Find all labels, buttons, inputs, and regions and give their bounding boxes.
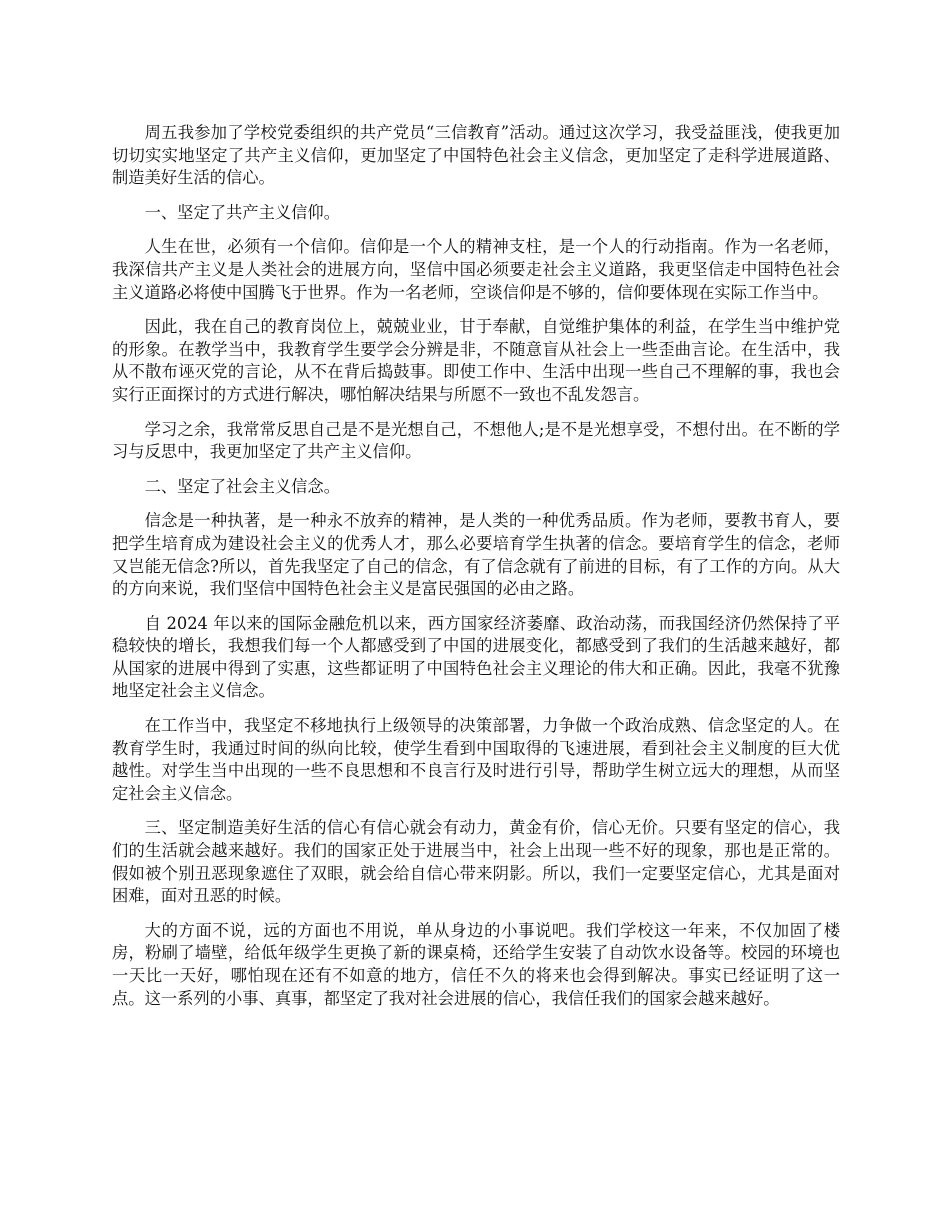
paragraph-work-post: 因此，我在自己的教育岗位上，兢兢业业，甘于奉献，自觉维护集体的利益，在学生当中维护党的形象。在教学当中，我教育学生要学会分辨是非，不随意盲从社会上一些歪曲言论。在生活中，我从不散布诬灭党的言论，从不在背后捣鼓事。即使工作中、生活中出现一些自己不理解的事，我也会实行正面探讨的方式进行解决，哪怕解决结果与所愿不一致也不乱发怨言。 [112,317,840,404]
paragraph-belief: 人生在世，必须有一个信仰。信仰是一个人的精神支柱，是一个人的行动指南。作为一名老师，我深信共产主义是人类社会的进展方向，坚信中国必须要走社会主义道路，我更坚信走中国特色社会主义道路必将使中国腾飞于世界。作为一名老师，空谈信仰是不够的，信仰要体现在实际工作当中。 [112,237,840,302]
section-heading-2: 二、坚定了社会主义信念。 [144,476,340,496]
section-heading-3-paragraph: 三、坚定制造美好生活的信心有信心就会有动力，黄金有价，信心无价。只要有坚定的信心，我们的生活就会越来越好。我们的国家正处于进展当中，社会上出现一些不好的现象，那也是正常的。假如被个别丑恶现象遮住了双眼，就会给自信心带来阴影。所以，我们一定要坚定信心，尤其是面对困难，面对丑恶的时候。 [112,818,840,906]
paragraph-teaching: 在工作当中，我坚定不移地执行上级领导的决策部署，力争做一个政治成熟、信念坚定的人。在教育学生时，我通过时间的纵向比较，使学生看到中国取得的飞速进展，看到社会主义制度的巨大优越性。对学生当中出现的一些不良思想和不良言行及时进行引导，帮助学生树立远大的理想，从而坚定社会主义信念。 [112,716,840,803]
paragraph-conviction: 信念是一种执著，是一种永不放弃的精神，是人类的一种优秀品质。作为老师，要教书育人，要把学生培育成为建设社会主义的优秀人才，那么必要培育学生执著的信念。要培育学生的信念，老师又岂能无信念?所以，首先我坚定了自己的信念，有了信念就有了前进的目标，有了工作的方向。从大的方向来说，我们坚信中国特色社会主义是富民强国的必由之路。 [112,511,840,599]
section-heading-1: 一、坚定了共产主义信仰。 [144,202,340,222]
paragraph-economy: 自 2024 年以来的国际金融危机以来，西方国家经济萎靡、政治动荡，而我国经济仍然保持了平稳较快的增长，我想我们每一个人都感受到了中国的进展变化，都感受到了我们的生活越来越好，都从国家的进展中得到了实惠，这些都证明了中国特色社会主义理论的伟大和正确。因此，我毫不犹豫地坚定社会主义信念。 [112,613,840,701]
document-body [112,122,840,1022]
paragraph-intro: 周五我参加了学校党委组织的共产党员“三信教育”活动。通过这次学习，我受益匪浅，使我更加切切实实地坚定了共产主义信仰，更加坚定了中国特色社会主义信念，更加坚定了走科学进展道路、制造美好生活的信心。 [112,123,840,188]
paragraph-reflection: 学习之余，我常常反思自己是不是光想自己，不想他人;是不是光想享受，不想付出。在不断的学习与反思中，我更加坚定了共产主义信仰。 [112,419,840,462]
paragraph-small-things: 大的方面不说，远的方面也不用说，单从身边的小事说吧。我们学校这一年来，不仅加固了楼房，粉刷了墙壁，给低年级学生更换了新的课桌椅，还给学生安装了自动饮水设备等。校园的环境也一天比一天好，哪怕现在还有不如意的地方，信任不久的将来也会得到解决。事实已经证明了这一点。这一系列的小事、真事，都坚定了我对社会进展的信心，我信任我们的国家会越来越好。 [112,920,840,1008]
